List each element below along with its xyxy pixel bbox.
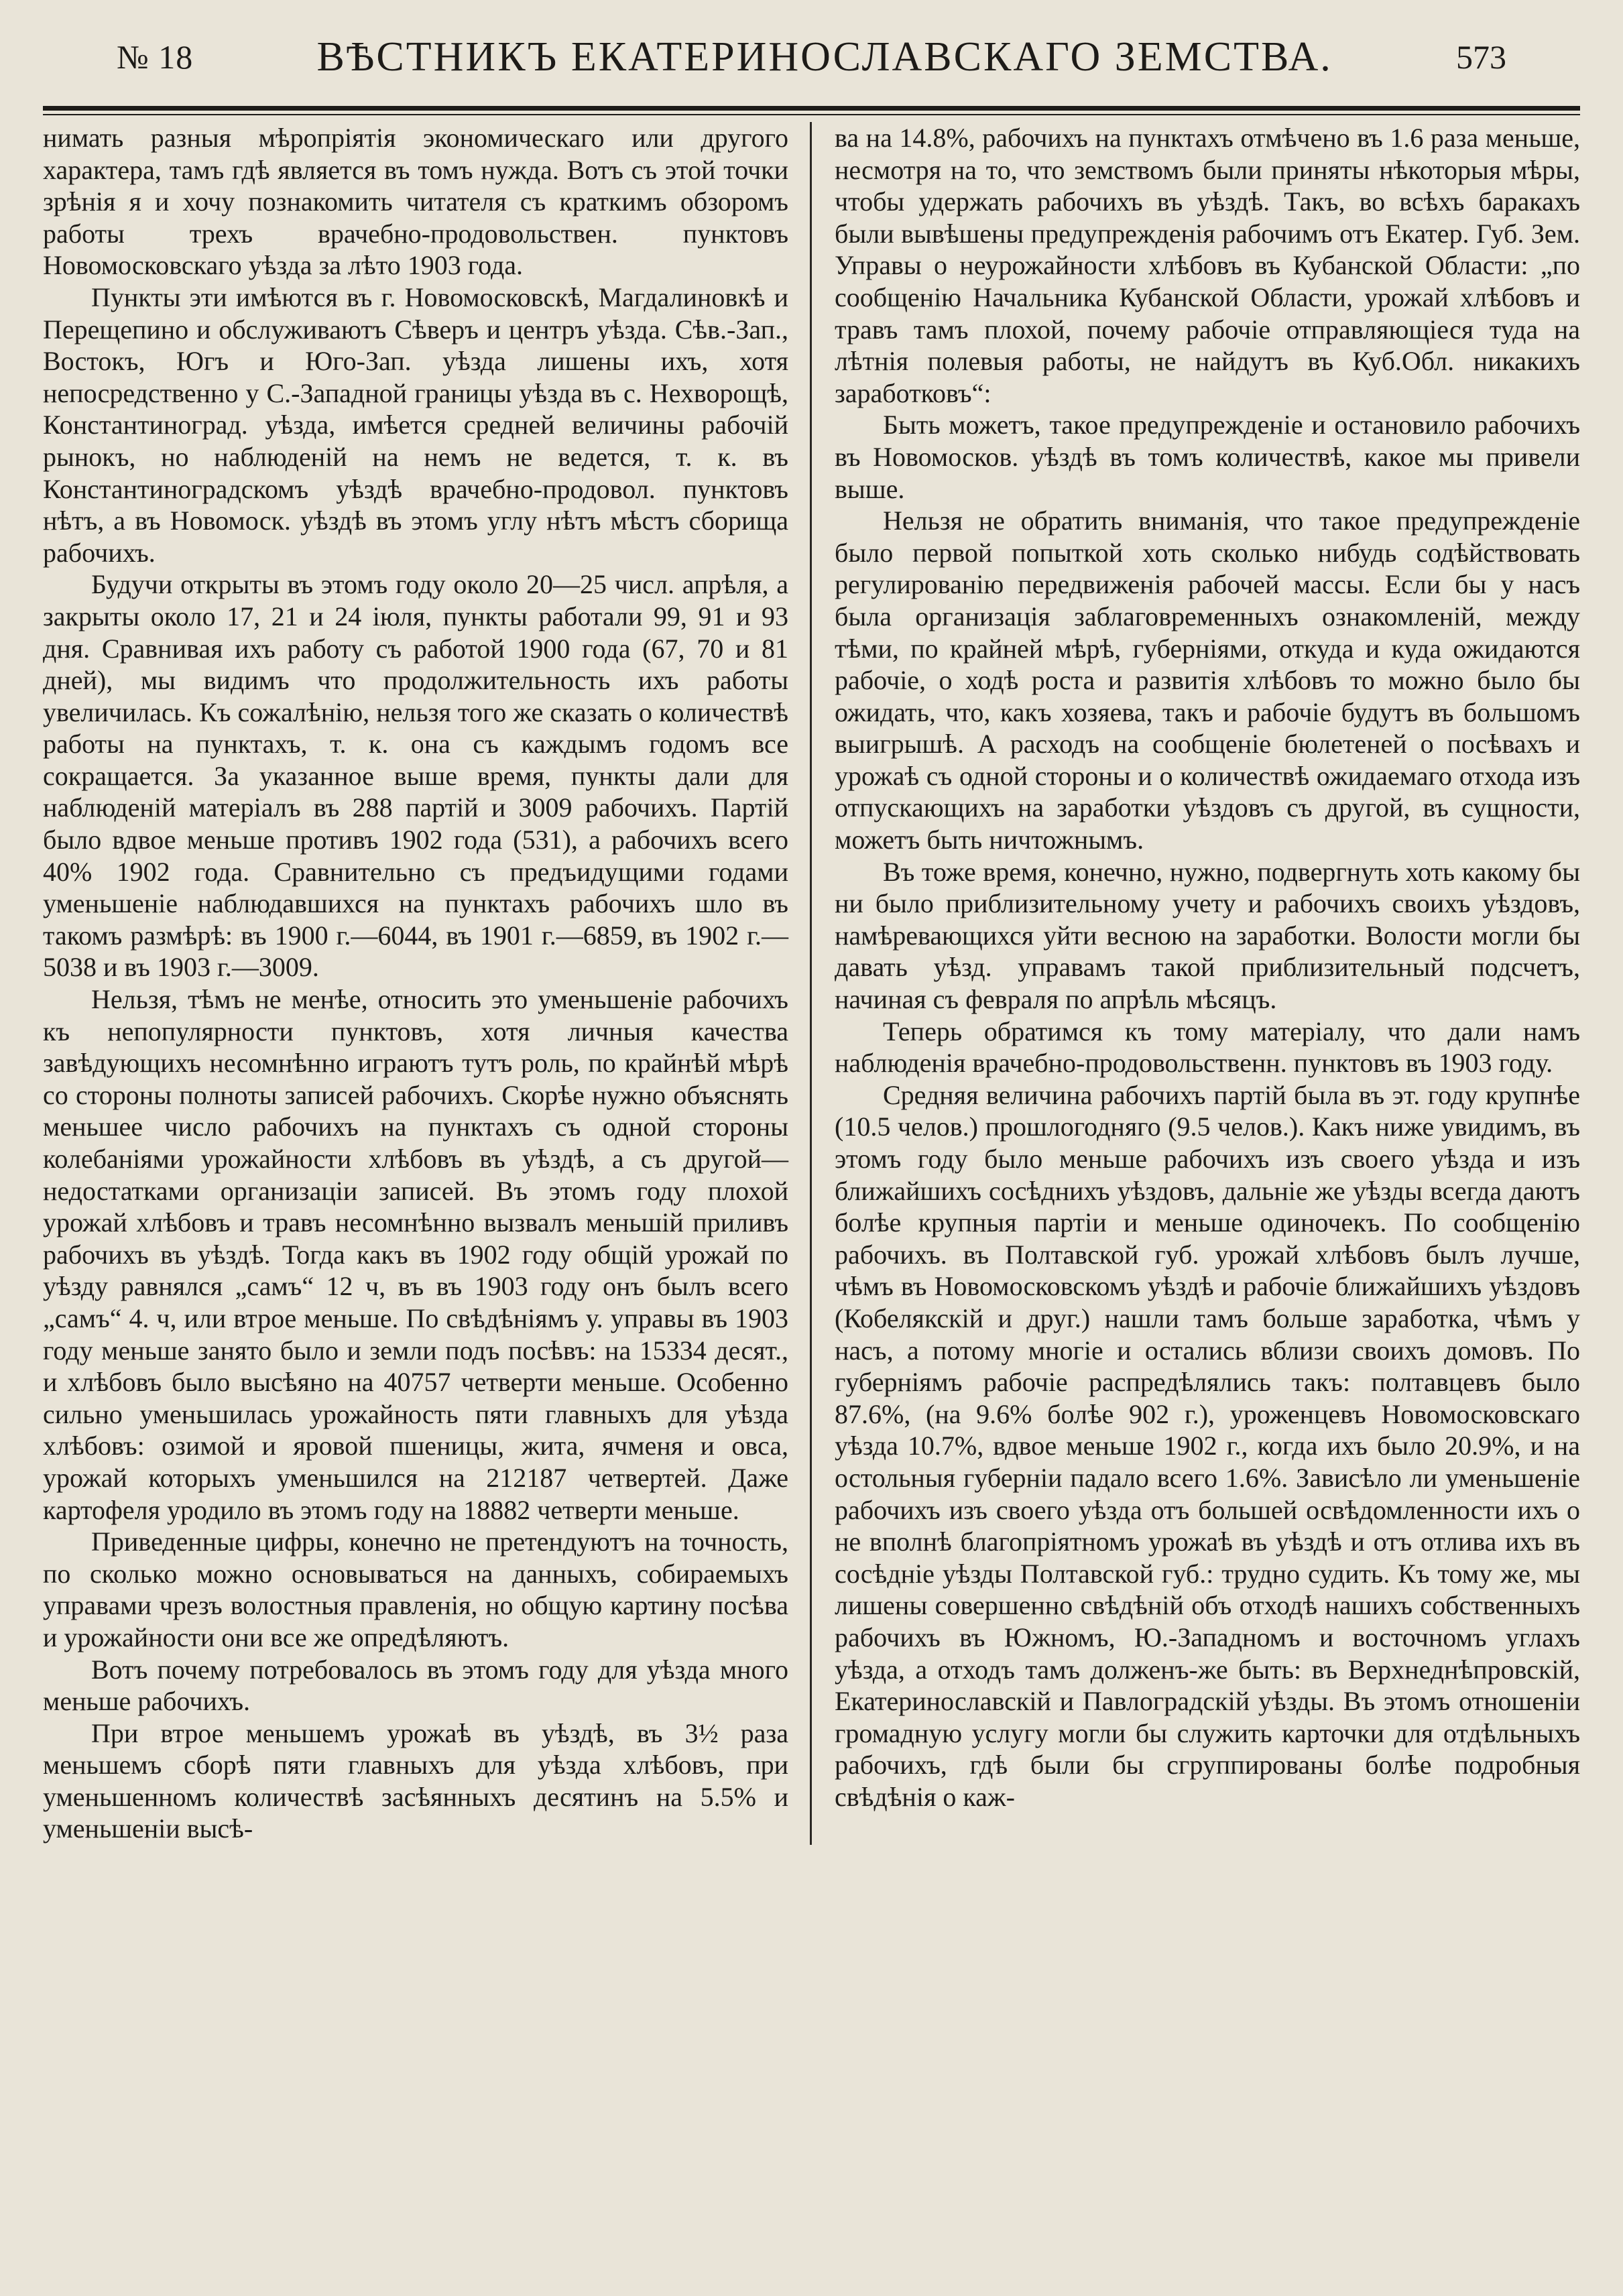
paragraph: При втрое меньшемъ урожаѣ въ уѣздѣ, въ 3½ раза меньшемъ сборѣ пяти главныхъ для уѣзда хлѣбовъ, при уменьшенномъ количествѣ засѣянныхъ десятинъ на 5.5% и уменьшеніи высѣ- xyxy=(43,1717,788,1844)
paragraph: Нельзя не обратить вниманія, что такое предупрежденіе было первой попыткой хоть сколько нибудь содѣйствовать регулированію передвиженія рабочей массы. Если бы у насъ была организація заблаговременныхъ ознакомленій, между тѣми, по крайней мѣрѣ, губерніями, откуда и куда ожидаются рабочіе, о ходѣ роста и развитія хлѣбовъ то можно было бы ожидать, что, какъ хозяева, такъ и рабочіе будутъ въ большомъ выигрышѣ. А расходъ на сообщеніе бюлетеней о посѣвахъ и урожаѣ съ одной стороны и о количествѣ ожидаемаго отхода изъ отпускающихъ на заработки уѣздовъ съ другой, въ сущности, можетъ быть ничтожнымъ. xyxy=(835,505,1580,855)
paragraph: Средняя величина рабочихъ партій была въ эт. году крупнѣе (10.5 челов.) прошлогодняго (9.5 челов.). Какъ ниже увидимъ, въ этомъ году было меньше рабочихъ изъ своего уѣзда и изъ ближайшихъ сосѣднихъ уѣздовъ, дальніе же уѣзды всегда даютъ болѣе крупныя партіи и меньше одиночекъ. По сообщенію рабочихъ. въ Полтавской губ. урожай хлѣбовъ былъ лучше, чѣмъ въ Новомосковскомъ уѣздѣ и рабочіе ближайшихъ уѣздовъ (Кобелякскій и друг.) нашли тамъ больше заработка, чѣмъ у насъ, а потому многіе и остались вблизи своихъ домовъ. По губерніямъ рабочіе распредѣлялись такъ: полтавцевъ было 87.6%, (на 9.6% болѣе 902 г.), уроженцевъ Новомосковскаго уѣзда 10.7%, вдвое меньше 1902 г., когда ихъ было 20.9%, и на остольныя губерніи падало всего 1.6%. Зависѣло ли уменьшеніе рабочихъ изъ своего уѣзда отъ большей освѣдомленности ихъ о не вполнѣ благопріятномъ урожаѣ въ уѣздѣ и отъ отлива ихъ въ сосѣдніе уѣзды Полтавской губ.: трудно судить. Къ тому же, мы лишены совершенно свѣдѣній объ отходѣ нашихъ собственныхъ рабочихъ въ Южномъ, Ю.-Западномъ и восточномъ углахъ уѣзда, а отходъ тамъ долженъ-же быть: въ Верхнеднѣпровскій, Екатеринославскій и Павлоградскій уѣзды. Въ этомъ отношеніи громадную услугу могли бы служить карточки для отдѣльныхъ рабочихъ, гдѣ были бы сгруппированы болѣе подробныя свѣдѣнія о каж- xyxy=(835,1079,1580,1812)
page-number: 573 xyxy=(1455,38,1506,76)
right-column xyxy=(835,122,1580,1845)
header-rule-thick xyxy=(43,106,1580,111)
paragraph: ва на 14.8%, рабочихъ на пунктахъ отмѣчено въ 1.6 раза меньше, несмотря на то, что земствомъ были приняты нѣкоторыя мѣры, чтобы удержать рабочихъ въ уѣздѣ. Такъ, во всѣхъ баракахъ были вывѣшены предупрежденія рабочимъ отъ Екатер. Губ. Зем. Управы о неурожайности хлѣбовъ въ Кубанской Области: „по сообщенію Начальника Кубанской Области, урожай хлѣбовъ и травъ тамъ плохой, почему рабочіе отправляющіеся туда на лѣтнія полевыя работы, не найдутъ въ Куб.Обл. никакихъ заработковъ“: xyxy=(835,123,1580,408)
paragraph: Теперь обратимся къ тому матеріалу, что дали намъ наблюденія врачебно-продовольственн. пунктовъ въ 1903 году. xyxy=(835,1016,1580,1079)
paragraph: Приведенные цифры, конечно не претендуютъ на точность, по сколько можно основываться на данныхъ, собираемыхъ управами чрезъ волостныя правленія, но общую картину посѣва и урожайности они все же опредѣляютъ. xyxy=(43,1526,788,1652)
paragraph: Пункты эти имѣются въ г. Новомосковскѣ, Магдалиновкѣ и Перещепино и обслуживаютъ Сѣверъ и центръ уѣзда. Сѣв.-Зап., Востокъ, Югъ и Юго-Зап. уѣзда лишены ихъ, хотя непосредственно у С.-Западной границы уѣзда въ с. Нехворощѣ, Константиноград. уѣзда, имѣется средней величины рабочій рынокъ, но наблюденій на немъ не ведется, т. к. въ Константиноградскомъ уѣздѣ врачебно-продовол. пунктовъ нѣтъ, а въ Новомоск. уѣздѣ въ этомъ углу нѣтъ мѣстъ сборища рабочихъ. xyxy=(43,282,788,568)
text-columns xyxy=(43,122,1580,1845)
issue-number: № 18 xyxy=(117,38,194,76)
paragraph: Быть можетъ, такое предупрежденіе и остановило рабочихъ въ Новомосков. уѣздѣ въ томъ количествѣ, какое мы привели выше. xyxy=(835,410,1580,504)
header-rule-thin xyxy=(43,114,1580,115)
paragraph: Нельзя, тѣмъ не менѣе, относить это уменьшеніе рабочихъ къ непопулярности пунктовъ, хотя личныя качества завѣдующихъ несомнѣнно играютъ тутъ роль, по крайнѣй мѣрѣ со стороны полноты записей рабочихъ. Скорѣе нужно объяснять меньшее число рабочихъ на пунктахъ съ одной стороны колебаніями урожайности хлѣбовъ въ уѣздѣ, а съ другой—недостатками организаціи записей. Въ этомъ году плохой урожай хлѣбовъ и травъ несомнѣнно вызвалъ меньшій приливъ рабочихъ въ уѣздѣ. Тогда какъ въ 1902 году общій урожай по уѣзду равнялся „самъ“ 12 ч, въ въ 1903 году онъ былъ всего „самъ“ 4. ч, или втрое меньше. По свѣдѣніямъ у. управы въ 1903 году меньше занято было и земли подъ посѣвъ: на 15334 десят., и хлѣбовъ было высѣяно на 40757 четверти меньше. Особенно сильно уменьшилась урожайность пяти главныхъ для уѣзда хлѣбовъ: озимой и яровой пшеницы, жита, ячменя и овса, урожай которыхъ уменьшился на 212187 четвертей. Даже картофеля уродило въ этомъ году на 18882 четверти меньше. xyxy=(43,984,788,1525)
column-divider xyxy=(810,122,812,1845)
paragraph: Вотъ почему потребовалось въ этомъ году для уѣзда много меньше рабочихъ. xyxy=(43,1654,788,1717)
page-header xyxy=(43,27,1580,87)
journal-title: ВѢСТНИКЪ ЕКАТЕРИНОСЛАВСКАГО ЗЕМСТВА. xyxy=(316,34,1333,80)
paragraph: нимать разныя мѣропріятія экономическаго или другого характера, тамъ гдѣ является въ томъ нужда. Вотъ съ этой точки зрѣнія я и хочу познакомить читателя съ краткимъ обзоромъ работы трехъ врачебно-продовольствен. пунктовъ Новомосковскаго уѣзда за лѣто 1903 года. xyxy=(43,123,788,281)
paragraph: Въ тоже время, конечно, нужно, подвергнуть хоть какому бы ни было приблизительному учету и рабочихъ своихъ уѣздовъ, намѣревающихся уйти весною на заработки. Волости могли бы давать уѣзд. управамъ такой приблизительный подсчетъ, начиная съ февраля по апрѣль мѣсяцъ. xyxy=(835,856,1580,1015)
left-column xyxy=(43,122,788,1845)
paragraph: Будучи открыты въ этомъ году около 20—25 числ. апрѣля, а закрыты около 17, 21 и 24 іюля, пункты работали 99, 91 и 93 дня. Сравнивая ихъ работу съ работой 1900 года (67, 70 и 81 дней), мы видимъ что продолжительность ихъ работы увеличилась. Къ сожалѣнію, нельзя того же сказать о количествѣ работы на пунктахъ, т. к. она съ каждымъ годомъ все сокращается. За указанное выше время, пункты дали для наблюденій матеріалъ въ 288 партій и 3009 рабочихъ. Партій было вдвое меньше противъ 1902 года (531), а рабочихъ всего 40% 1902 года. Сравнительно съ предъидущими годами уменьшеніе наблюдавшихся на пунктахъ рабочихъ шло въ такомъ размѣрѣ: въ 1900 г.—6044, въ 1901 г.—6859, въ 1902 г.—5038 и въ 1903 г.—3009. xyxy=(43,569,788,983)
